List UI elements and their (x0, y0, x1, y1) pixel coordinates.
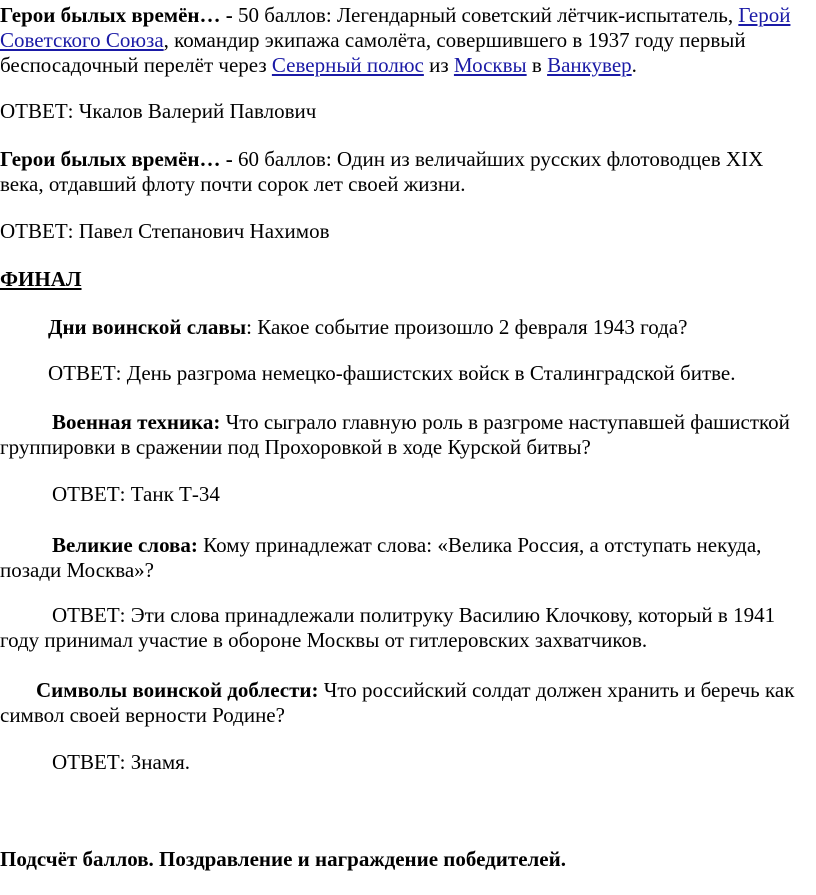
final-answer-3: ОТВЕТ: Эти слова принадлежали политруку Василию Клочкову, который в 1941 году принимал участие в обороне Москвы от гитлеровских захватчиков. (0, 603, 776, 652)
question-1: Герои былых времён… - 50 баллов: Легендарный советский лётчик-испытатель, Герой Советского Союза, командир экипажа самолёта, совершившего в 1937 году первый беспосадочный перелёт через Северный полюс из Москвы в Ванкувер. (0, 3, 791, 77)
final-question-3: Великие слова: Кому принадлежат слова: «Велика Россия, а отступать некуда, позади Москва»? (0, 533, 762, 582)
final-answer-4: ОТВЕТ: Знамя. (52, 750, 191, 774)
final-question-1-heading: Дни воинской славы (48, 315, 247, 339)
question-2-text: 60 баллов: Один из величайших русских флотоводцев XIX века, отдавший флоту почти сорок лет своей жизни. (0, 147, 764, 196)
final-answer-2: ОТВЕТ: Танк Т-34 (52, 482, 220, 506)
question-2 (0, 147, 812, 197)
question-1-heading: Герои былых времён… - (0, 3, 233, 27)
final-question-2-heading: Военная техника: (52, 410, 221, 434)
final-question-4-heading: Символы воинской доблести: (36, 678, 319, 702)
final-answer-1: ОТВЕТ: День разгрома немецко-фашистских войск в Сталинградской битве. (48, 361, 736, 385)
final-heading: ФИНАЛ (0, 267, 82, 291)
link-moscow[interactable]: Москвы (453, 53, 527, 77)
link-hero-soviet-union[interactable]: Герой Советского Союза (0, 3, 791, 52)
final-question-4: Символы воинской доблести: Что российский солдат должен хранить и беречь как символ своей верности Родине? (0, 678, 795, 727)
answer-2: ОТВЕТ: Павел Степанович Нахимов (0, 219, 330, 243)
question-2-heading: Герои былых времён… - (0, 147, 233, 171)
final-question-3-heading: Великие слова: (52, 533, 198, 557)
final-question-1: Дни воинской славы: Какое событие произошло 2 февраля 1943 года? (48, 315, 688, 339)
closing-line: Подсчёт баллов. Поздравление и награждение победителей. (0, 847, 566, 871)
question-1-text-a: 50 баллов: Легендарный советский лётчик-испытатель, (232, 3, 739, 27)
link-north-pole[interactable]: Северный полюс (271, 53, 424, 77)
final-question-2: Военная техника: Что сыграло главную роль в разгроме наступавшей фашисткой группировки в сражении под Прохоровкой в ходе Курской битвы? (0, 410, 790, 459)
link-vancouver[interactable]: Ванкувер (547, 53, 632, 77)
answer-1: ОТВЕТ: Чкалов Валерий Павлович (0, 99, 317, 123)
